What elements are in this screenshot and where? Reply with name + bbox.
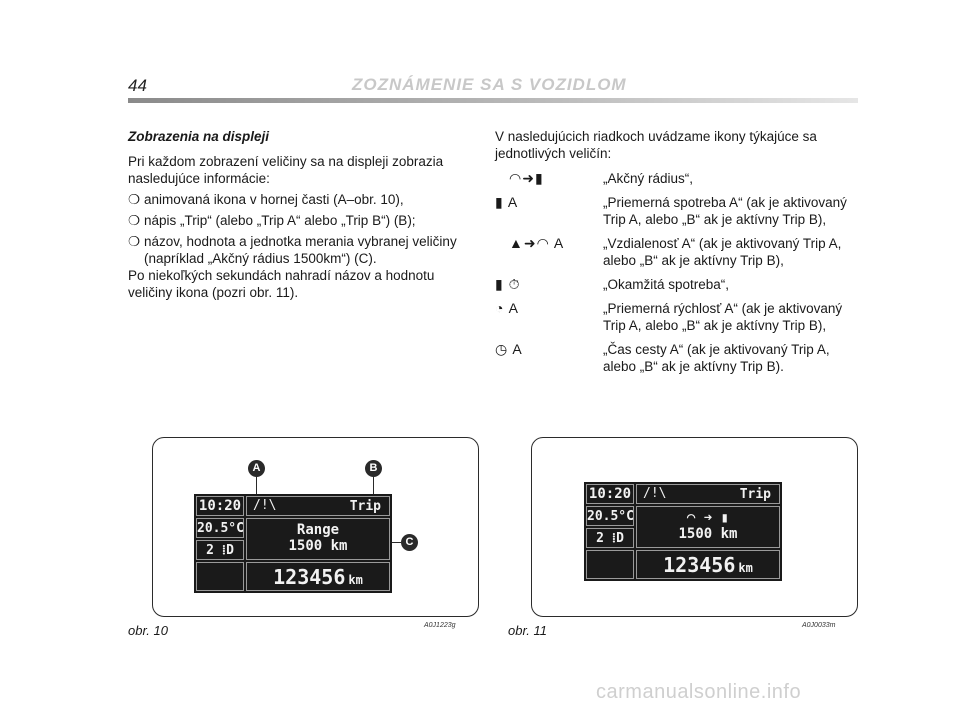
bullet-circle-icon: ❍: [128, 234, 141, 249]
odometer: [636, 550, 780, 579]
icon-description: „Priemerná spotreba A“ (ak je aktivovaný Trip A, alebo „B“ ak je aktívny Trip B),: [603, 195, 847, 227]
gear-readout: 2 ⁞D: [586, 528, 634, 548]
icon-row: [495, 341, 860, 375]
icon-row: [495, 235, 860, 269]
fuel-a-icon: ▮ A: [495, 194, 519, 210]
clock-a-icon: ◷ A: [495, 341, 523, 357]
icon-row: [495, 276, 860, 293]
clock-readout: 10:20: [196, 496, 244, 516]
blank-cell: [196, 562, 244, 591]
quantity-name: Range: [296, 522, 340, 538]
trip-label: Trip: [349, 499, 381, 514]
bullet-text: názov, hodnota a jednotka merania vybranej veličiny (napríklad „Akčný rádius 1500km“) (C).: [144, 234, 457, 266]
bullet-circle-icon: ❍: [128, 213, 141, 228]
intro-paragraph: Pri každom zobrazení veličiny sa na displeji zobrazia nasledujúce informácie:: [128, 154, 444, 186]
trip-label: Trip: [739, 487, 771, 502]
gear-readout: 2 ⁞D: [196, 540, 244, 560]
temperature-readout: 20.5°C: [586, 506, 634, 526]
speedometer-a-icon: ◔ A: [495, 300, 519, 316]
fuel-clock-icon: ▮ ⏱: [495, 276, 521, 292]
odometer: [246, 562, 390, 591]
lcd-display: [584, 482, 782, 581]
icon-description: „Vzdialenosť A“ (ak je aktivovaný Trip A, alebo „B“ ak je aktívny Trip B),: [603, 236, 842, 268]
icon-description: „Akčný rádius“,: [603, 171, 694, 186]
right-column: [495, 128, 860, 382]
bullet-item: [128, 233, 476, 267]
chapter-title: ZOZNÁMENIE SA S VOZIDLOM: [352, 75, 627, 94]
figure-10-caption: obr. 10: [128, 623, 168, 638]
figure-10-code: A0J1223g: [424, 622, 456, 629]
figure-11: [531, 437, 858, 617]
leader-line-a: [256, 476, 257, 496]
figure-10: [152, 437, 479, 617]
page-number: 44: [128, 76, 147, 95]
icon-row: [495, 300, 860, 334]
bullet-text: animovaná ikona v hornej časti (A–obr. 10),: [144, 192, 404, 207]
bullet-text: nápis „Trip“ (alebo „Trip A“ alebo „Trip B“) (B);: [144, 213, 416, 228]
quantity-value: 1500 km: [288, 538, 348, 554]
clock-readout: 10:20: [586, 484, 634, 504]
header-divider: [128, 98, 858, 103]
section-heading: Zobrazenia na displeji: [128, 129, 270, 144]
lcd-display: [194, 494, 392, 593]
top-bar: [246, 496, 390, 516]
icon-description: „Priemerná rýchlosť A“ (ak je aktivovaný Trip A, alebo „B“ ak je aktívny Trip B),: [603, 301, 843, 333]
car-arrow-fuel-icon: ◠ ➜ ▮: [686, 510, 730, 526]
car-arrow-fuel-icon: ◠➜▮: [509, 170, 544, 186]
figure-11-caption: obr. 11: [508, 623, 548, 638]
temperature-readout: 20.5°C: [196, 518, 244, 538]
flag-arrow-car-a-icon: ▲➜◠ A: [509, 235, 565, 251]
bullet-item: [128, 212, 476, 229]
marker-b: B: [365, 460, 382, 477]
figure-11-code: A0J0033m: [802, 622, 836, 629]
closing-paragraph: Po niekoľkých sekundách nahradí názov a hodnotu veličiny ikona (pozri obr. 11).: [128, 268, 435, 300]
bullet-item: [128, 191, 476, 208]
quantity-value: 1500 km: [678, 526, 738, 542]
odometer-value: 123456: [663, 553, 736, 577]
leader-line-b: [373, 476, 374, 496]
top-bar: [636, 484, 780, 504]
icon-row: [495, 194, 860, 228]
left-column: [128, 128, 476, 301]
marker-c: C: [401, 534, 418, 551]
warning-icon: /!\: [253, 498, 277, 513]
marker-a: A: [248, 460, 265, 477]
odometer-unit: km: [738, 561, 753, 575]
odometer-value: 123456: [273, 565, 346, 589]
icon-description: „Čas cesty A“ (ak je aktivovaný Trip A, alebo „B“ ak je aktívny Trip B).: [603, 342, 830, 374]
warning-icon: /!\: [643, 486, 667, 501]
icon-description: „Okamžitá spotreba“,: [603, 277, 730, 292]
icon-row: [495, 170, 860, 187]
bullet-circle-icon: ❍: [128, 192, 141, 207]
watermark: carmanualsonline.info: [596, 681, 802, 703]
odometer-unit: km: [348, 573, 363, 587]
main-readout: [246, 518, 390, 560]
blank-cell: [586, 550, 634, 579]
main-readout: [636, 506, 780, 548]
icons-intro: V nasledujúcich riadkoch uvádzame ikony týkajúce sa jednotlivých veličín:: [495, 129, 817, 161]
